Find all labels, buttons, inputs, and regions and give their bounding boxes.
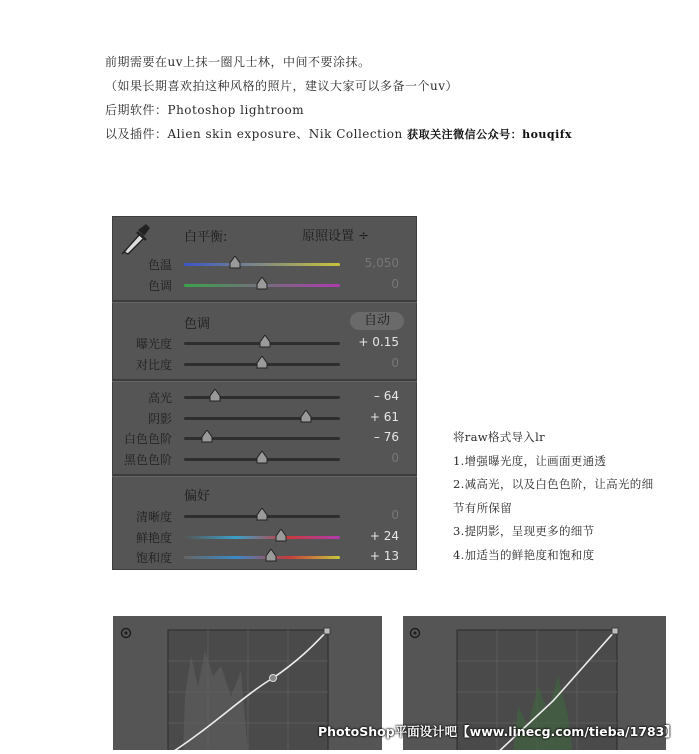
slider-track[interactable] [184,396,340,399]
slider-value[interactable]: + 61 [369,409,399,424]
slider-value[interactable]: – 64 [373,389,399,403]
slider-thumb[interactable] [209,389,221,403]
notes-title: 将raw格式导入lr [453,430,545,444]
slider-row [112,547,417,567]
slider-thumb[interactable] [275,529,287,543]
section-divider [112,474,417,477]
section-divider [112,379,417,382]
slider-row [112,333,417,353]
white-balance-select[interactable]: 原照设置 ÷ [302,229,370,244]
slider-thumb[interactable] [259,335,271,349]
slider-row [112,449,417,469]
slider-thumb[interactable] [300,410,312,424]
slider-label: 饱和度 [135,551,172,565]
slider-track[interactable] [184,536,340,539]
note-item: 1.增强曝光度，让画面更通透 [453,453,607,468]
slider-thumb[interactable] [256,277,268,291]
slider-row [112,506,417,526]
slider-label: 曝光度 [135,337,172,351]
slider-row [112,387,417,407]
intro-line-4 [105,122,695,146]
slider-label: 色温 [147,258,172,272]
lightroom-basic-panel [112,216,417,570]
slider-value[interactable]: + 13 [369,549,399,563]
note-item: 4.加适当的鲜艳度和饱和度 [453,547,595,562]
tone-title: 色调 [184,317,211,332]
slider-row [112,428,417,448]
slider-row [112,275,417,295]
slider-label: 黑色色阶 [123,452,172,467]
slider-label: 高光 [147,391,172,405]
auto-button[interactable]: 自动 [350,312,404,330]
slider-value[interactable]: + 24 [369,528,399,543]
slider-label: 色调 [147,279,172,293]
slider-row [112,354,417,374]
slider-thumb[interactable] [201,430,213,444]
slider-thumb[interactable] [256,508,268,522]
slider-value[interactable]: – 76 [373,430,399,444]
note-item: 2.减高光，以及白色色阶，让高光的细 [453,477,654,491]
slider-row [112,408,417,428]
slider-value[interactable]: 0 [391,508,399,522]
slider-value[interactable]: 5,050 [364,256,399,270]
eyedropper-icon[interactable] [118,220,152,256]
slider-thumb[interactable] [229,256,241,270]
slider-label: 阴影 [147,411,172,426]
section-divider [112,300,417,303]
intro-text [105,50,695,146]
slider-value[interactable]: 0 [391,450,399,465]
slider-row [112,254,417,274]
presence-title: 偏好 [184,489,211,504]
slider-thumb[interactable] [256,356,268,370]
white-balance-label: 白平衡: [184,230,228,245]
note-item: 节有所保留 [453,500,512,515]
slider-track[interactable] [184,556,340,559]
slider-label: 鲜艳度 [135,530,172,545]
slider-value[interactable]: 0 [391,356,399,370]
slider-row [112,527,417,547]
slider-thumb[interactable] [265,549,277,563]
slider-label: 白色色阶 [123,432,172,446]
slider-value[interactable]: + 0.15 [358,335,399,349]
wechat-text: 获取关注微信公众号：houqifx [407,128,573,141]
slider-track[interactable] [184,263,340,266]
note-item: 3.提阴影，呈现更多的细节 [453,524,595,538]
slider-value[interactable]: 0 [391,277,399,291]
slider-track[interactable] [184,417,340,420]
plugins-text: 以及插件：Alien skin exposure、Nik Collection [105,127,403,141]
watermark: PhotoShop平面设计吧【www.linecg.com/tieba/1783】 [318,724,677,739]
steps-notes [453,426,693,567]
intro-line-2: （如果长期喜欢拍这种风格的照片，建议大家可以多备一个uv） [105,79,459,93]
slider-label: 清晰度 [135,510,172,524]
slider-label: 对比度 [135,358,172,372]
intro-line-1: 前期需要在uv上抹一圈凡士林，中间不要涂抹。 [105,55,371,69]
intro-line-3: 后期软件：Photoshop lightroom [105,103,305,117]
slider-thumb[interactable] [256,451,268,465]
